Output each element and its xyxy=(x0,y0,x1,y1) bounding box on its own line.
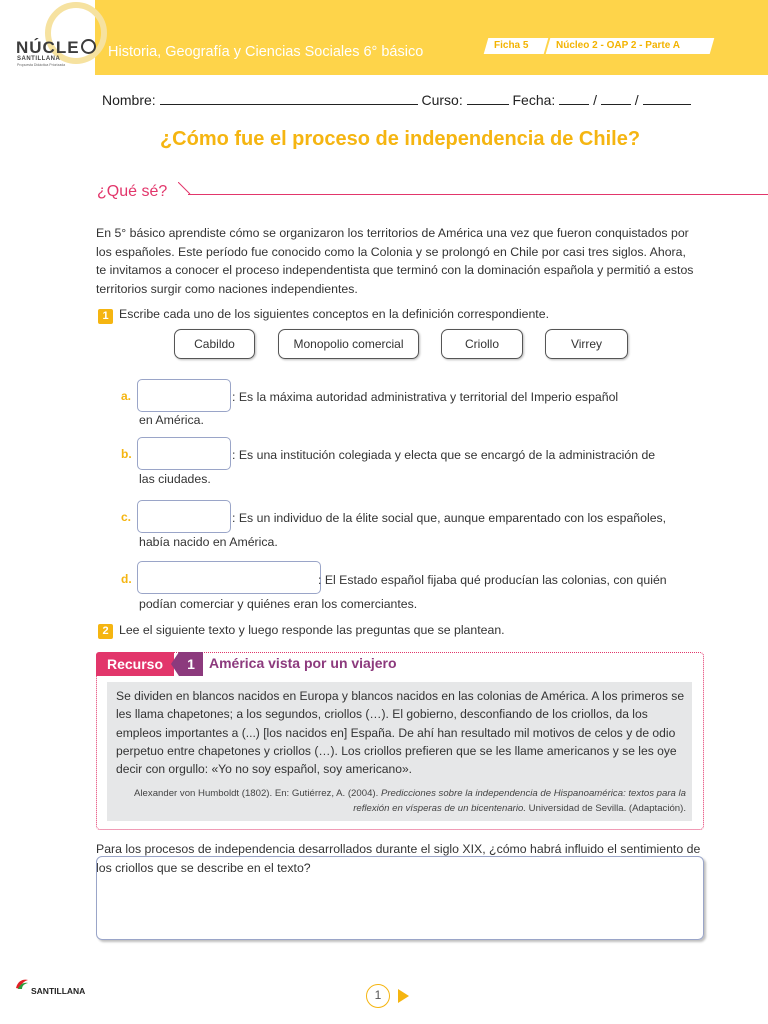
item-c-definition: : Es un individuo de la élite social que, aunque emparentado con los españoles, xyxy=(232,511,667,525)
subject-title: Historia, Geografía y Ciencias Sociales 6° básico xyxy=(108,44,424,60)
item-c-letter: c. xyxy=(121,510,132,524)
ficha-tag-label: Ficha 5 xyxy=(494,40,529,51)
nucleo-logo: NÚCLE xyxy=(16,38,96,58)
activity-2-question: Para los procesos de independencia desarrollados durante el siglo XIX, ¿cómo habrá influido el sentimiento de los criollos que se describe en el texto? xyxy=(96,842,701,875)
question-answer-area[interactable] xyxy=(96,856,704,940)
next-page-arrow-icon[interactable] xyxy=(398,989,409,1003)
item-c-answer-box[interactable] xyxy=(137,500,231,533)
santillana-logo-icon xyxy=(15,978,29,990)
item-b-definition: : Es una institución colegiada y electa que se encargó de la administración de xyxy=(232,448,656,462)
fecha-year-field[interactable] xyxy=(643,90,691,105)
resource-chevron-icon xyxy=(171,652,179,676)
citation-author: Alexander von Humboldt (1802). En: Gutiérrez, A. (2004). xyxy=(134,788,381,799)
concept-criollo: Criollo xyxy=(441,329,523,359)
citation-publisher: Universidad de Sevilla. (Adaptación). xyxy=(526,802,686,814)
item-d-definition: : El Estado español fijaba qué producían las colonias, con quién xyxy=(318,573,667,587)
concept-virrey: Virrey xyxy=(545,329,628,359)
fecha-label: Fecha: xyxy=(512,92,556,108)
item-b-definition-cont: las ciudades. xyxy=(139,472,211,486)
item-a-answer-box[interactable] xyxy=(137,379,231,412)
student-info-line xyxy=(102,90,691,108)
page-number: 1 xyxy=(366,984,390,1008)
activity-1-number: 1 xyxy=(98,309,113,324)
heading-underline xyxy=(188,194,768,195)
item-b-letter: b. xyxy=(121,447,132,461)
resource-quote: Se dividen en blancos nacidos en Europa y blancos nacidos en las colonias de América. A los primeros se les llama chapetones; a los segundos, criollos (…). El gobierno, desconfiando de los criollos, da los empleos importantes a (...) [los nacidos en] España. De ahí han resultado mil motivos de celos y de odio perpetuo entre chapetones y criollos (…). Los criollos prefieren que se les llame americanos y se les oye decir con orgullo: «Yo no soy español, soy americano». xyxy=(116,689,685,777)
item-d-definition-cont: podían comerciar y quiénes eran los comerciantes. xyxy=(139,597,418,611)
nombre-label: Nombre: xyxy=(102,92,156,108)
concept-cabildo: Cabildo xyxy=(174,329,255,359)
ficha-tag xyxy=(484,38,549,54)
intro-paragraph: En 5° básico aprendiste cómo se organizaron los territorios de América una vez que fueron conquistados por los españoles. Este período fue conocido como la Colonia y se prolongó en Chile por casi tres siglos. Ahora, te invitamos a conocer el proceso independentista que terminó con la dominación española y permitió a estos territorios surgir como naciones independientes. xyxy=(96,226,694,296)
resource-citation xyxy=(116,787,686,816)
logo-subtitle: SANTILLANA xyxy=(17,56,61,62)
nombre-field[interactable] xyxy=(160,90,418,105)
item-a-letter: a. xyxy=(121,389,132,403)
nucleo-tag-label: Núcleo 2 - OAP 2 - Parte A xyxy=(556,40,680,51)
fecha-month-field[interactable] xyxy=(601,90,631,105)
item-a-definition-cont: en América. xyxy=(139,413,204,427)
concept-monopolio-comercial: Monopolio comercial xyxy=(278,329,419,359)
nucleo-tag xyxy=(546,38,715,54)
date-separator: / xyxy=(593,92,597,108)
activity-2-number: 2 xyxy=(98,624,113,639)
item-d-answer-box[interactable] xyxy=(137,561,321,594)
logo-circle-icon xyxy=(81,39,96,54)
que-se-heading: ¿Qué sé? xyxy=(97,183,168,200)
resource-number: 1 xyxy=(179,652,203,676)
item-c-definition-cont: había nacido en América. xyxy=(139,535,278,549)
fecha-day-field[interactable] xyxy=(559,90,589,105)
citation-title: Predicciones sobre la independencia de Hispanoamérica: textos para la reflexión en vísperas de un bicentenario. xyxy=(353,788,686,814)
item-d-letter: d. xyxy=(121,572,132,586)
item-b-answer-box[interactable] xyxy=(137,437,231,470)
resource-title: América vista por un viajero xyxy=(209,655,397,671)
santillana-logo-text: SANTILLANA xyxy=(31,986,86,996)
curso-field[interactable] xyxy=(467,90,509,105)
logo-tagline: Propuesta Didáctica Priorizada xyxy=(17,63,66,67)
activity-1-instruction: Escribe cada uno de los siguientes conceptos en la definición correspondiente. xyxy=(119,307,549,321)
resource-label: Recurso xyxy=(96,652,174,676)
item-a-definition: : Es la máxima autoridad administrativa y territorial del Imperio español xyxy=(232,390,619,404)
page-title: ¿Cómo fue el proceso de independencia de Chile? xyxy=(159,128,641,150)
curso-label: Curso: xyxy=(421,92,463,108)
activity-2-instruction: Lee el siguiente texto y luego responde las preguntas que se plantean. xyxy=(119,623,505,637)
date-separator: / xyxy=(634,92,639,108)
